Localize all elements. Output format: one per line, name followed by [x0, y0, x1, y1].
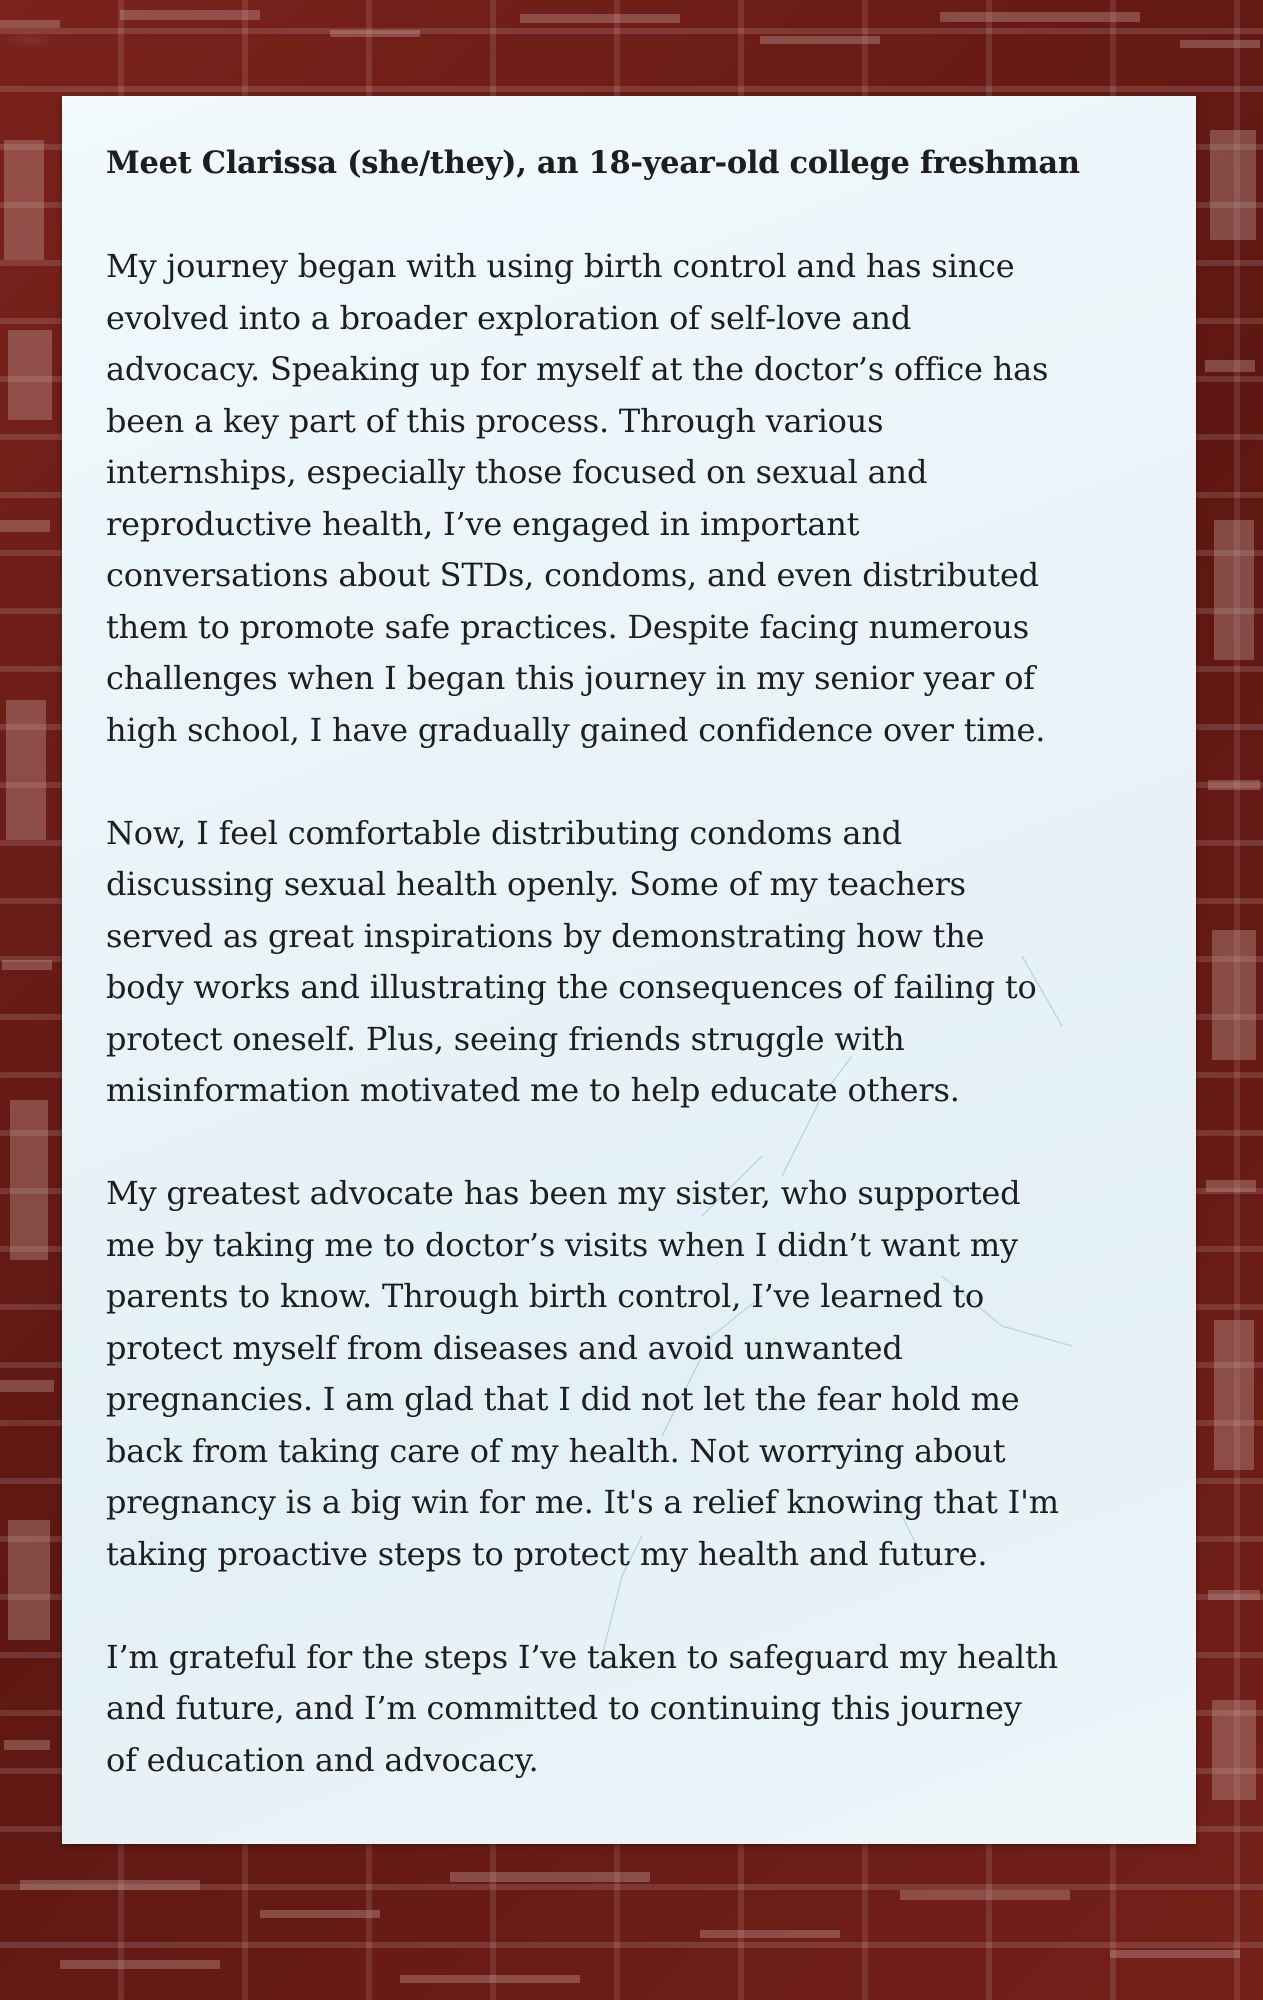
story-headline: Meet Clarissa (she/they), an 18-year-old college freshman: [106, 145, 1080, 181]
paragraph-1: [106, 241, 1156, 756]
paragraph-line: back from taking care of my health. Not worrying about: [106, 1431, 1006, 1470]
paragraph-line: and future, and I’m committed to continuing this journey: [106, 1689, 1022, 1727]
paragraph-line: parents to know. Through birth control, I’ve learned to: [106, 1277, 985, 1315]
paragraph-line: taking proactive steps to protect my health and future.: [106, 1534, 988, 1573]
paragraph-line: internships, especially those focused on sexual and: [106, 453, 928, 491]
story-text: [106, 138, 1156, 1838]
paragraph-line: evolved into a broader exploration of self-love and: [106, 298, 912, 337]
paragraph-line: misinformation motivated me to help educate others.: [106, 1071, 960, 1109]
paragraph-line: conversations about STDs, condoms, and even distributed: [106, 556, 1039, 594]
paragraph-line: pregnancy is a big win for me. It's a relief knowing that I'm: [106, 1483, 1059, 1521]
paragraph-line: protect myself from diseases and avoid unwanted: [106, 1328, 903, 1367]
paragraph-line: My greatest advocate has been my sister, who supported: [106, 1174, 1021, 1212]
paragraph-line: protect oneself. Plus, seeing friends struggle with: [106, 1019, 905, 1058]
paragraph-line: My journey began with using birth control and has since: [106, 247, 1015, 285]
paragraph-3: [106, 1168, 1156, 1580]
paragraph-line: served as great inspirations by demonstrating how the: [106, 916, 985, 955]
paragraph-line: them to promote safe practices. Despite facing numerous: [106, 607, 1029, 646]
paragraph-line: I’m grateful for the steps I’ve taken to safeguard my health: [106, 1637, 1058, 1676]
paragraph-line: body works and illustrating the consequences of failing to: [106, 968, 1037, 1006]
paragraph-4: [106, 1632, 1156, 1787]
paragraph-2: [106, 808, 1156, 1117]
paragraph-line: challenges when I began this journey in my senior year of: [106, 659, 1035, 697]
paragraph-line: pregnancies. I am glad that I did not let the fear hold me: [106, 1380, 1020, 1418]
paragraph-line: Now, I feel comfortable distributing condoms and: [106, 813, 902, 852]
paragraph-line: been a key part of this process. Through various: [106, 401, 884, 440]
paragraph-line: advocacy. Speaking up for myself at the doctor’s office has: [106, 350, 1049, 388]
paragraph-line: discussing sexual health openly. Some of my teachers: [106, 865, 966, 903]
paragraph-line: me by taking me to doctor’s visits when I didn’t want my: [106, 1225, 1018, 1264]
paragraph-line: reproductive health, I’ve engaged in important: [106, 504, 860, 543]
paragraph-line: of education and advocacy.: [106, 1740, 539, 1779]
paragraph-line: high school, I have gradually gained confidence over time.: [106, 710, 1046, 749]
